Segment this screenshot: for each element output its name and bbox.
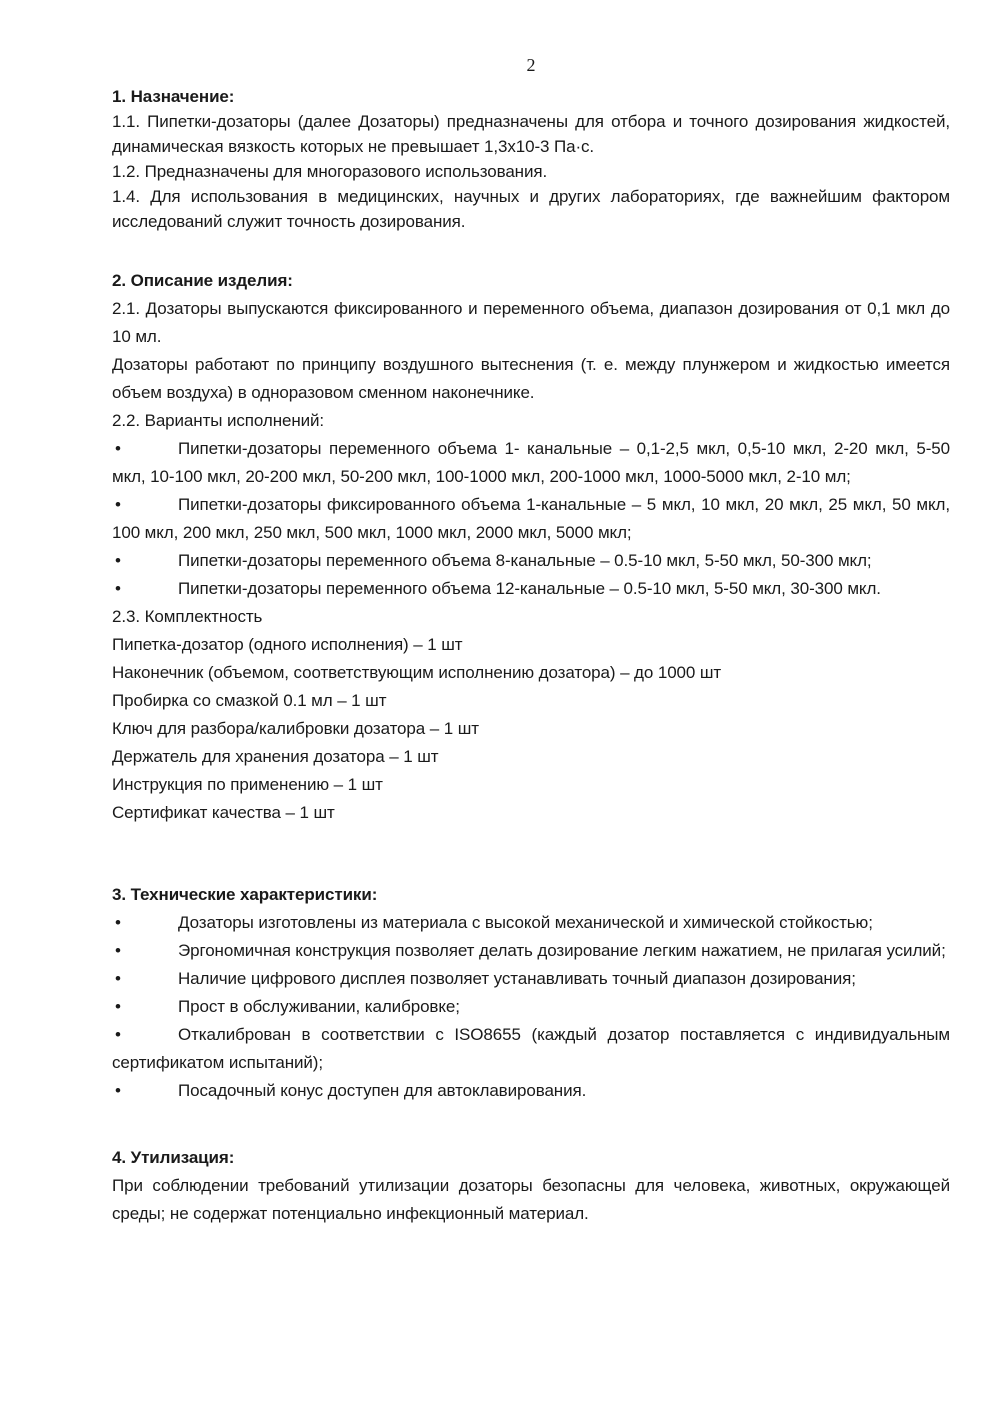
bullet-spec-6-text: Посадочный конус доступен для автоклавирования. [178,1081,587,1100]
paragraph-air-displacement: Дозаторы работают по принципу воздушного вытеснения (т. е. между плунжером и жидкостью имеется объем воздуха) в одноразовом сменном наконечнике. [112,355,950,402]
paragraph-disposal: При соблюдении требований утилизации дозаторы безопасны для человека, животных, окружающей среды; не содержат потенциально инфекционный материал. [112,1176,950,1223]
section-1-heading: 1. Назначение: [112,87,235,106]
bullet-spec-3-text: Наличие цифрового дисплея позволяет устанавливать точный диапазон дозирования; [178,969,856,988]
kit-item-5: Держатель для хранения дозатора – 1 шт [112,747,439,766]
bullet-spec-1 [112,909,950,937]
page-number: 2 [526,55,536,75]
bullet-icon: • [115,913,121,932]
bullet-variant-4-text: Пипетки-дозаторы переменного объема 12-канальные – 0.5-10 мкл, 5-50 мкл, 30-300 мкл. [178,579,881,598]
bullet-spec-2-text: Эргономичная конструкция позволяет делать дозирование легким нажатием, не прилагая усилий; [178,941,946,960]
bullet-icon: • [115,551,121,570]
bullet-icon: • [115,579,121,598]
paragraph-2-1: 2.1. Дозаторы выпускаются фиксированного и переменного объема, диапазон дозирования от 0,1 мкл до 10 мл. [112,299,950,346]
kit-item-7: Сертификат качества – 1 шт [112,803,335,822]
bullet-icon: • [115,1081,121,1100]
bullet-variant-1 [112,435,950,491]
bullet-spec-4 [112,993,950,1021]
kit-item-4: Ключ для разбора/калибровки дозатора – 1 шт [112,719,479,738]
bullet-icon: • [115,1025,121,1044]
bullet-spec-4-text: Прост в обслуживании, калибровке; [178,997,460,1016]
bullet-icon: • [115,495,121,514]
section-4-heading: 4. Утилизация: [112,1148,235,1167]
section-3-heading: 3. Технические характеристики: [112,885,378,904]
bullet-variant-3-text: Пипетки-дозаторы переменного объема 8-канальные – 0.5-10 мкл, 5-50 мкл, 50-300 мкл; [178,551,872,570]
kit-item-6: Инструкция по применению – 1 шт [112,775,383,794]
kit-item-1: Пипетка-дозатор (одного исполнения) – 1 шт [112,635,463,654]
kit-item-3: Пробирка со смазкой 0.1 мл – 1 шт [112,691,387,710]
bullet-icon: • [115,941,121,960]
paragraph-1-4: 1.4. Для использования в медицинских, научных и других лабораториях, где важнейшим фактором исследований служит точность дозирования. [112,187,950,231]
paragraph-1-1: 1.1. Пипетки-дозаторы (далее Дозаторы) предназначены для отбора и точного дозирования жидкостей, динамическая вязкость которых не превышает 1,3х10-3 Па·с. [112,112,950,156]
bullet-spec-1-text: Дозаторы изготовлены из материала с высокой механической и химической стойкостью; [178,913,873,932]
bullet-icon: • [115,997,121,1016]
bullet-spec-2 [112,937,950,965]
subheading-2-3: 2.3. Комплектность [112,607,263,626]
bullet-spec-6 [112,1077,950,1105]
bullet-variant-1-text: Пипетки-дозаторы переменного объема 1- канальные – 0,1-2,5 мкл, 0,5-10 мкл, 2-20 мкл, 5-50 мкл, 10-100 мкл, 20-200 мкл, 50-200 мкл, 100-1000 мкл, 200-1000 мкл, 1000-5000 мкл, 2-10 мл; [112,439,950,486]
bullet-spec-5 [112,1021,950,1077]
subheading-2-2: 2.2. Варианты исполнений: [112,411,325,430]
bullet-variant-3 [112,547,950,575]
section-2-heading: 2. Описание изделия: [112,271,293,290]
section-tehnicheskie-harakteristiki [112,881,950,1105]
section-opisanie [112,267,950,827]
section-utilizaciya [112,1144,950,1228]
paragraph-1-2: 1.2. Предназначены для многоразового использования. [112,162,548,181]
bullet-icon: • [115,969,121,988]
bullet-icon: • [115,439,121,458]
bullet-variant-2-text: Пипетки-дозаторы фиксированного объема 1-канальные – 5 мкл, 10 мкл, 20 мкл, 25 мкл, 50 мкл, 100 мкл, 200 мкл, 250 мкл, 500 мкл, 1000 мкл, 2000 мкл, 5000 мкл; [112,495,950,542]
bullet-variant-2 [112,491,950,547]
bullet-variant-4 [112,575,950,603]
bullet-spec-5-text: Откалиброван в соответствии с ISO8655 (каждый дозатор поставляется с индивидуальным сертификатом испытаний); [112,1025,950,1072]
kit-item-2: Наконечник (объемом, соответствующим исполнению дозатора) – до 1000 шт [112,663,722,682]
bullet-spec-3 [112,965,950,993]
section-naznachenie [112,84,950,234]
